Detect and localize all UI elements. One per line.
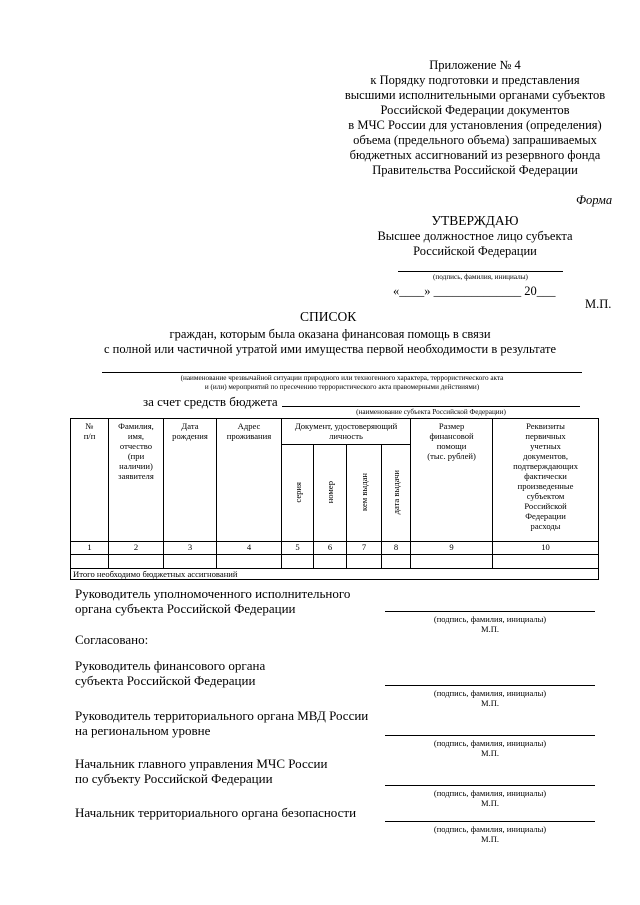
table-cell <box>382 555 411 569</box>
signature-line <box>385 611 595 612</box>
appendix-line: Российской Федерации документов <box>380 103 570 117</box>
signature-title-line: Руководитель территориального органа МВД России <box>75 708 369 723</box>
appendix-line: объема (предельного объема) запрашиваемых <box>353 133 597 147</box>
appendix-line: Приложение № 4 <box>429 58 521 72</box>
appendix-header <box>330 58 620 178</box>
budget-line <box>282 406 580 407</box>
signature-line <box>385 821 595 822</box>
approve-title: УТВЕРЖДАЮ <box>431 213 519 228</box>
approve-date: «____» ______________ 20___ <box>393 284 556 298</box>
signature-mp: М.П. <box>481 624 499 634</box>
approve-mp: М.П. <box>585 297 612 311</box>
header-issued-by-text: кем выдан <box>359 473 369 511</box>
header-issued-by <box>347 445 382 542</box>
appendix-line: высшими исполнительными органами субъектов <box>344 88 606 102</box>
signature-title <box>75 756 327 786</box>
signature-title <box>75 708 368 738</box>
signature-line <box>385 735 595 736</box>
signature-title-line: субъекта Российской Федерации <box>75 673 256 688</box>
list-subtitle-line: граждан, которым была оказана финансовая помощь в связи <box>169 327 491 341</box>
signature-title <box>75 586 350 616</box>
signature-title-line: Руководитель финансового органа <box>75 658 266 673</box>
signature-caption <box>385 688 595 708</box>
signature-caption <box>385 614 595 634</box>
col-number: 10 <box>493 542 599 555</box>
signature-caption-text: (подпись, фамилия, инициалы) <box>433 738 547 748</box>
list-subtitle-line: с полной или частичной утратой ими имущества первой необходимости в результате <box>103 342 557 356</box>
header-issue-date-text: дата выдачи <box>391 469 402 515</box>
table-cell <box>314 555 347 569</box>
signature-title-line: по субъекту Российской Федерации <box>75 771 273 786</box>
citizens-table <box>70 418 599 580</box>
col-number: 9 <box>411 542 493 555</box>
signature-title <box>75 805 356 820</box>
table-row <box>71 555 599 569</box>
header-amount: Размер финансовой помощи (тыс. рублей) <box>411 419 493 542</box>
header-series <box>282 445 314 542</box>
table-cell <box>282 555 314 569</box>
col-number: 6 <box>314 542 347 555</box>
table-cell <box>71 555 109 569</box>
budget-label: за счет средств бюджета <box>143 394 278 409</box>
header-name: Фамилия, имя, отчество (при наличии) заявителя <box>109 419 164 542</box>
signature-caption-text: (подпись, фамилия, инициалы) <box>433 614 547 624</box>
col-number: 5 <box>282 542 314 555</box>
agreed-label: Согласовано: <box>75 632 149 647</box>
header-num: № п/п <box>71 419 109 542</box>
signature-mp: М.П. <box>481 698 499 708</box>
table-cell <box>493 555 599 569</box>
list-title: СПИСОК <box>300 309 357 324</box>
table-cell <box>411 555 493 569</box>
form-label: Форма <box>576 193 613 207</box>
table-cell <box>347 555 382 569</box>
signature-caption-text: (подпись, фамилия, инициалы) <box>433 824 547 834</box>
signature-title-line: органа субъекта Российской Федерации <box>75 601 296 616</box>
signature-title-line: на региональном уровне <box>75 723 211 738</box>
header-document: Документ, удостоверяющий личность <box>282 419 411 445</box>
approve-block <box>360 212 590 259</box>
col-number: 2 <box>109 542 164 555</box>
table-cell <box>109 555 164 569</box>
approve-sign-caption: (подпись, фамилия, инициалы) <box>433 273 528 281</box>
caption-line: (наименование чрезвычайной ситуации природного или техногенного характера, террористического акта <box>180 374 504 382</box>
table-cell <box>217 555 282 569</box>
signature-title-line: Руководитель уполномоченного исполнительного <box>75 586 351 601</box>
header-number-text: номер <box>325 480 335 504</box>
header-series-text: серия <box>292 481 303 503</box>
signature-line <box>385 685 595 686</box>
signature-title-line: Начальник территориального органа безопасности <box>75 805 357 820</box>
signature-caption <box>385 738 595 758</box>
signature-mp: М.П. <box>481 748 499 758</box>
total-row: Итого необходимо бюджетных ассигнований <box>71 569 599 580</box>
col-number: 1 <box>71 542 109 555</box>
signature-caption <box>385 788 595 808</box>
col-number: 4 <box>217 542 282 555</box>
header-details: Реквизиты первичных учетных документов, подтверждающих фактически произведенные субъектом Российской Федерации расходы <box>493 419 599 542</box>
col-number: 7 <box>347 542 382 555</box>
appendix-line: в МЧС России для установления (определения) <box>348 118 602 132</box>
signature-mp: М.П. <box>481 798 499 808</box>
signature-line <box>385 785 595 786</box>
table-cell <box>164 555 217 569</box>
header-issue-date <box>382 445 411 542</box>
header-address: Адрес проживания <box>217 419 282 542</box>
signature-title-line: Начальник главного управления МЧС России <box>75 756 328 771</box>
signature-title <box>75 658 265 688</box>
col-number: 8 <box>382 542 411 555</box>
signature-mp: М.П. <box>481 834 499 844</box>
approve-sign-line <box>398 271 563 272</box>
appendix-line: Правительства Российской Федерации <box>372 163 578 177</box>
signature-caption <box>385 824 595 844</box>
emergency-line <box>102 372 582 373</box>
appendix-line: к Порядку подготовки и представления <box>370 73 580 87</box>
signature-caption-text: (подпись, фамилия, инициалы) <box>433 788 547 798</box>
list-subtitle <box>80 327 580 357</box>
budget-caption: (наименование субъекта Российской Федерации) <box>356 408 506 416</box>
col-number: 3 <box>164 542 217 555</box>
emergency-caption <box>102 374 582 391</box>
header-number <box>314 445 347 542</box>
caption-line: и (или) мероприятий по пресечению террористического акта правомерными действиями) <box>204 382 480 391</box>
header-birth: Дата рождения <box>164 419 217 542</box>
approve-line: Высшее должностное лицо субъекта <box>377 229 573 243</box>
approve-line: Российской Федерации <box>413 244 537 258</box>
signature-caption-text: (подпись, фамилия, инициалы) <box>433 688 547 698</box>
appendix-line: бюджетных ассигнований из резервного фонда <box>349 148 601 162</box>
